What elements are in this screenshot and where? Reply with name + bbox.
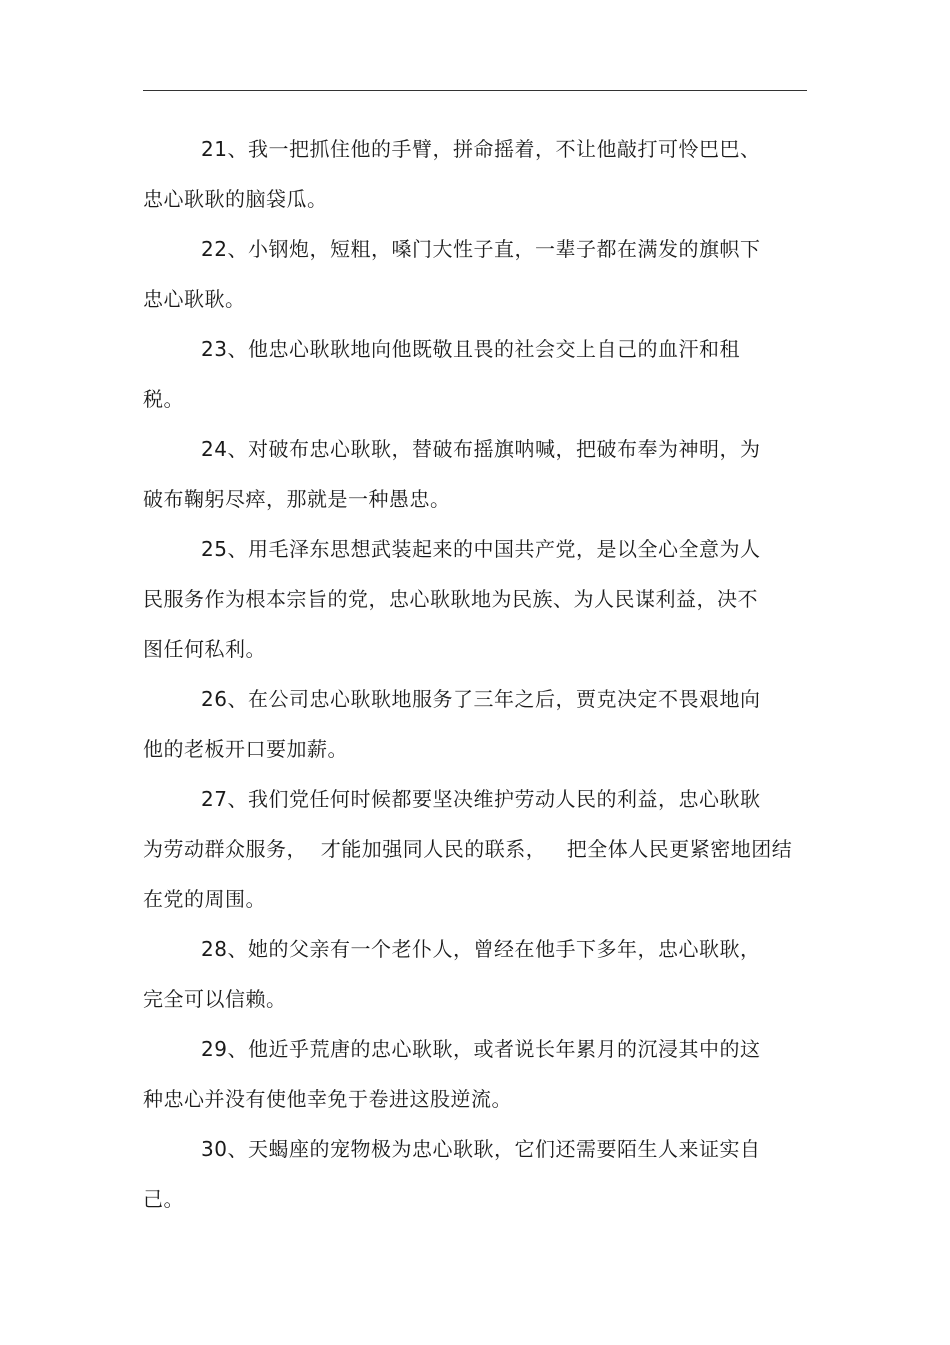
paragraph-line: 他的老板开口要加薪。 bbox=[143, 737, 348, 761]
paragraph-line: 24、对破布忠心耿耿，替破布摇旗呐喊，把破布奉为神明，为 bbox=[201, 437, 761, 461]
paragraph-24 bbox=[143, 424, 807, 524]
header-rule bbox=[143, 90, 807, 91]
paragraph-line: 29、他近乎荒唐的忠心耿耿，或者说长年累月的沉浸其中的这 bbox=[201, 1037, 761, 1061]
paragraph-28 bbox=[143, 924, 807, 1024]
paragraph-line: 25、用毛泽东思想武装起来的中国共产党，是以全心全意为人 bbox=[201, 537, 761, 561]
paragraph-27 bbox=[143, 774, 807, 924]
paragraph-line: 28、她的父亲有一个老仆人，曾经在他手下多年，忠心耿耿， bbox=[201, 937, 761, 961]
paragraph-line: 己。 bbox=[143, 1187, 184, 1211]
paragraph-21 bbox=[143, 124, 807, 224]
document-body bbox=[143, 124, 807, 1224]
paragraph-22 bbox=[143, 224, 807, 324]
paragraph-26 bbox=[143, 674, 807, 774]
paragraph-line: 民服务作为根本宗旨的党，忠心耿耿地为民族、为人民谋利益，决不 bbox=[143, 587, 758, 611]
paragraph-line: 税。 bbox=[143, 387, 184, 411]
paragraph-line: 忠心耿耿。 bbox=[143, 287, 246, 311]
paragraph-line: 图任何私利。 bbox=[143, 637, 266, 661]
paragraph-line: 种忠心并没有使他幸免于卷进这股逆流。 bbox=[143, 1087, 512, 1111]
paragraph-30 bbox=[143, 1124, 807, 1224]
paragraph-line: 破布鞠躬尽瘁，那就是一种愚忠。 bbox=[143, 487, 451, 511]
paragraph-line: 完全可以信赖。 bbox=[143, 987, 287, 1011]
paragraph-line: 26、在公司忠心耿耿地服务了三年之后，贾克决定不畏艰地向 bbox=[201, 687, 761, 711]
paragraph-line: 22、小钢炮，短粗，嗓门大性子直，一辈子都在满发的旗帜下 bbox=[201, 237, 761, 261]
paragraph-line: 30、天蝎座的宠物极为忠心耿耿，它们还需要陌生人来证实自 bbox=[201, 1137, 761, 1161]
paragraph-line: 23、他忠心耿耿地向他既敬且畏的社会交上自己的血汗和租 bbox=[201, 337, 740, 361]
paragraph-29 bbox=[143, 1024, 807, 1124]
paragraph-25 bbox=[143, 524, 807, 674]
paragraph-line: 在党的周围。 bbox=[143, 887, 266, 911]
paragraph-line: 27、我们党任何时候都要坚决维护劳动人民的利益，忠心耿耿 bbox=[201, 787, 761, 811]
paragraph-23 bbox=[143, 324, 807, 424]
paragraph-line: 21、我一把抓住他的手臂，拼命摇着，不让他敲打可怜巴巴、 bbox=[201, 137, 761, 161]
paragraph-line: 忠心耿耿的脑袋瓜。 bbox=[143, 187, 328, 211]
paragraph-line: 为劳动群众服务， 才能加强同人民的联系， 把全体人民更紧密地团结 bbox=[143, 837, 793, 861]
